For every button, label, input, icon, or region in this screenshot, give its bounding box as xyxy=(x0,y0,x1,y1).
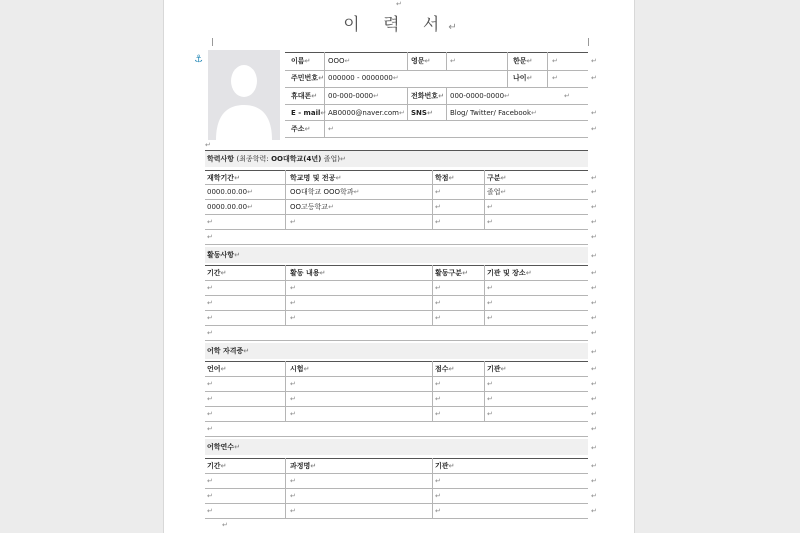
activities-row-2-type[interactable]: ↵ xyxy=(435,299,441,307)
page-title: 이 력 서↵ xyxy=(343,15,457,35)
activities-row-1-type[interactable]: ↵ xyxy=(435,284,441,292)
education-row-1-credits[interactable]: ↵ xyxy=(435,188,441,196)
email-label: E - mail↵ xyxy=(291,109,327,117)
training-row-2-institution[interactable]: ↵ xyxy=(435,492,441,500)
hanja-name-label: 한문↵ xyxy=(513,57,533,65)
languages-header-language: 언어↵ xyxy=(207,365,227,373)
sns-field[interactable]: Blog/ Twitter/ Facebook↵ xyxy=(450,109,537,117)
education-header-school: 학교명 및 전공↵ xyxy=(290,174,342,182)
languages-row-1-score[interactable]: ↵ xyxy=(435,380,441,388)
activities-row-3-type[interactable]: ↵ xyxy=(435,314,441,322)
training-header-institution: 기관↵ xyxy=(435,462,455,470)
languages-row-3-institution[interactable]: ↵ xyxy=(487,410,493,418)
education-header-credits: 학점↵ xyxy=(435,174,455,182)
margin-corner-right xyxy=(588,38,597,46)
activities-section-title: 활동사항↵ xyxy=(205,247,588,263)
profile-photo xyxy=(208,50,280,140)
education-row-1-period[interactable]: 0000.00.00↵ xyxy=(207,188,253,196)
education-row-2-credits[interactable]: ↵ xyxy=(435,203,441,211)
training-row-2-period[interactable]: ↵ xyxy=(207,492,213,500)
activities-header-content: 활동 내용↵ xyxy=(290,269,326,277)
training-row-1-institution[interactable]: ↵ xyxy=(435,477,441,485)
training-row-2-course[interactable]: ↵ xyxy=(290,492,296,500)
languages-row-3-score[interactable]: ↵ xyxy=(435,410,441,418)
languages-row-1-language[interactable]: ↵ xyxy=(207,380,213,388)
languages-row-1-institution[interactable]: ↵ xyxy=(487,380,493,388)
education-row-3-type[interactable]: ↵ xyxy=(487,218,493,226)
phone-label: 전화번호↵ xyxy=(411,92,444,100)
education-row-2-school[interactable]: OO고등학교↵ xyxy=(290,203,334,211)
training-section-title: 어학연수↵ xyxy=(205,439,588,455)
training-row-1-course[interactable]: ↵ xyxy=(290,477,296,485)
activities-header-type: 활동구분↵ xyxy=(435,269,468,277)
languages-section-title: 어학 자격증↵ xyxy=(205,343,588,359)
training-row-3-institution[interactable]: ↵ xyxy=(435,507,441,515)
phone-field[interactable]: 000-0000-0000↵ xyxy=(450,92,510,100)
document-page: ↵ 이 력 서↵ ⚓ 이름↵ OOO↵ 영문↵ ↵ 한문↵ ↵ 주민번호↵ 000000 - 0000000↵ 나이↵ ↵ 휴대폰↵ 00-000-0000↵ 전화번호↵ 000-0000-0000↵ E - mail↵ AB0000@naver.com↵ SNS↵ Blog/ Twitter/ Facebook↵ 주소↵ ↵ ↵ ↵ ↵ ↵ ↵ ↵ 학력사항 (최종학력: OO대학교(4년) 졸업)↵ 재학기간↵ 학교명 및 전공↵ 학점↵ 구분↵ 0000.00.00↵ OO대학교 OOO학과↵ ↵ 졸업↵ 0000.00.00↵ OO고등학교↵ ↵ ↵ ↵ ↵ ↵ ↵ ↵ ↵ ↵ ↵ ↵ ↵ 활동사항↵ 기간↵ 활동 내용↵ 활동구분↵ 기관 및 장소↵ ↵ ↵ ↵ ↵ ↵ ↵ ↵ ↵ ↵ ↵ ↵ ↵ ↵ ↵ ↵ ↵ ↵ ↵ ↵ 어학 자격증↵ 언어↵ 시험↵ 점수↵ 기관↵ ↵ ↵ ↵ ↵ ↵ ↵ ↵ ↵ ↵ ↵ ↵ ↵ ↵ ↵ ↵ ↵ ↵ ↵ ↵ 어학연수↵ 기간↵ 과정명↵ 기관↵ ↵ ↵ ↵ ↵ ↵ ↵ ↵ ↵ ↵ ↵ ↵ ↵ ↵ ↵ ↵ xyxy=(163,0,635,533)
rrn-label: 주민번호↵ xyxy=(291,74,324,82)
training-row-3-period[interactable]: ↵ xyxy=(207,507,213,515)
address-field[interactable]: ↵ xyxy=(328,125,334,133)
education-extra-row: ↵ xyxy=(207,233,213,241)
activities-row-2-period[interactable]: ↵ xyxy=(207,299,213,307)
activities-header-place: 기관 및 장소↵ xyxy=(487,269,532,277)
languages-header-test: 시험↵ xyxy=(290,365,310,373)
languages-row-2-score[interactable]: ↵ xyxy=(435,395,441,403)
education-row-2-period[interactable]: 0000.00.00↵ xyxy=(207,203,253,211)
activities-row-1-period[interactable]: ↵ xyxy=(207,284,213,292)
languages-extra-row: ↵ xyxy=(207,425,213,433)
languages-header-institution: 기관↵ xyxy=(487,365,507,373)
training-header-course: 과정명↵ xyxy=(290,462,317,470)
education-section-title: 학력사항 (최종학력: OO대학교(4년) 졸업)↵ xyxy=(205,151,588,167)
education-row-2-type[interactable]: ↵ xyxy=(487,203,493,211)
activities-row-3-content[interactable]: ↵ xyxy=(290,314,296,322)
education-row-3-school[interactable]: ↵ xyxy=(290,218,296,226)
training-row-1-period[interactable]: ↵ xyxy=(207,477,213,485)
name-label: 이름↵ xyxy=(291,57,311,65)
mobile-label: 휴대폰↵ xyxy=(291,92,318,100)
activities-row-3-period[interactable]: ↵ xyxy=(207,314,213,322)
education-row-1-type[interactable]: 졸업↵ xyxy=(487,188,507,196)
anchor-icon: ⚓ xyxy=(194,54,203,65)
activities-row-1-content[interactable]: ↵ xyxy=(290,284,296,292)
education-row-3-period[interactable]: ↵ xyxy=(207,218,213,226)
hanja-name-field[interactable]: ↵ xyxy=(552,57,558,65)
rrn-field[interactable]: 000000 - 0000000↵ xyxy=(328,74,399,82)
sns-label: SNS↵ xyxy=(411,109,433,117)
paragraph-mark: ↵ xyxy=(396,0,402,8)
education-row-1-school[interactable]: OO대학교 OOO학과↵ xyxy=(290,188,360,196)
activities-header-period: 기간↵ xyxy=(207,269,227,277)
english-name-field[interactable]: ↵ xyxy=(450,57,456,65)
training-row-3-course[interactable]: ↵ xyxy=(290,507,296,515)
education-row-3-credits[interactable]: ↵ xyxy=(435,218,441,226)
mobile-field[interactable]: 00-000-0000↵ xyxy=(328,92,380,100)
margin-corner-left xyxy=(204,38,213,46)
training-header-period: 기간↵ xyxy=(207,462,227,470)
english-name-label: 영문↵ xyxy=(411,57,431,65)
address-label: 주소↵ xyxy=(291,125,311,133)
languages-row-3-language[interactable]: ↵ xyxy=(207,410,213,418)
languages-row-2-test[interactable]: ↵ xyxy=(290,395,296,403)
activities-row-2-content[interactable]: ↵ xyxy=(290,299,296,307)
languages-row-1-test[interactable]: ↵ xyxy=(290,380,296,388)
name-field[interactable]: OOO↵ xyxy=(328,57,351,65)
activities-row-1-place[interactable]: ↵ xyxy=(487,284,493,292)
activities-row-3-place[interactable]: ↵ xyxy=(487,314,493,322)
languages-row-3-test[interactable]: ↵ xyxy=(290,410,296,418)
email-field[interactable]: AB0000@naver.com↵ xyxy=(328,109,405,117)
age-field[interactable]: ↵ xyxy=(552,74,558,82)
activities-row-2-place[interactable]: ↵ xyxy=(487,299,493,307)
languages-row-2-institution[interactable]: ↵ xyxy=(487,395,493,403)
activities-extra-row: ↵ xyxy=(207,329,213,337)
languages-header-score: 점수↵ xyxy=(435,365,455,373)
education-header-period: 재학기간↵ xyxy=(207,174,240,182)
languages-row-2-language[interactable]: ↵ xyxy=(207,395,213,403)
education-header-type: 구분↵ xyxy=(487,174,507,182)
age-label: 나이↵ xyxy=(513,74,533,82)
